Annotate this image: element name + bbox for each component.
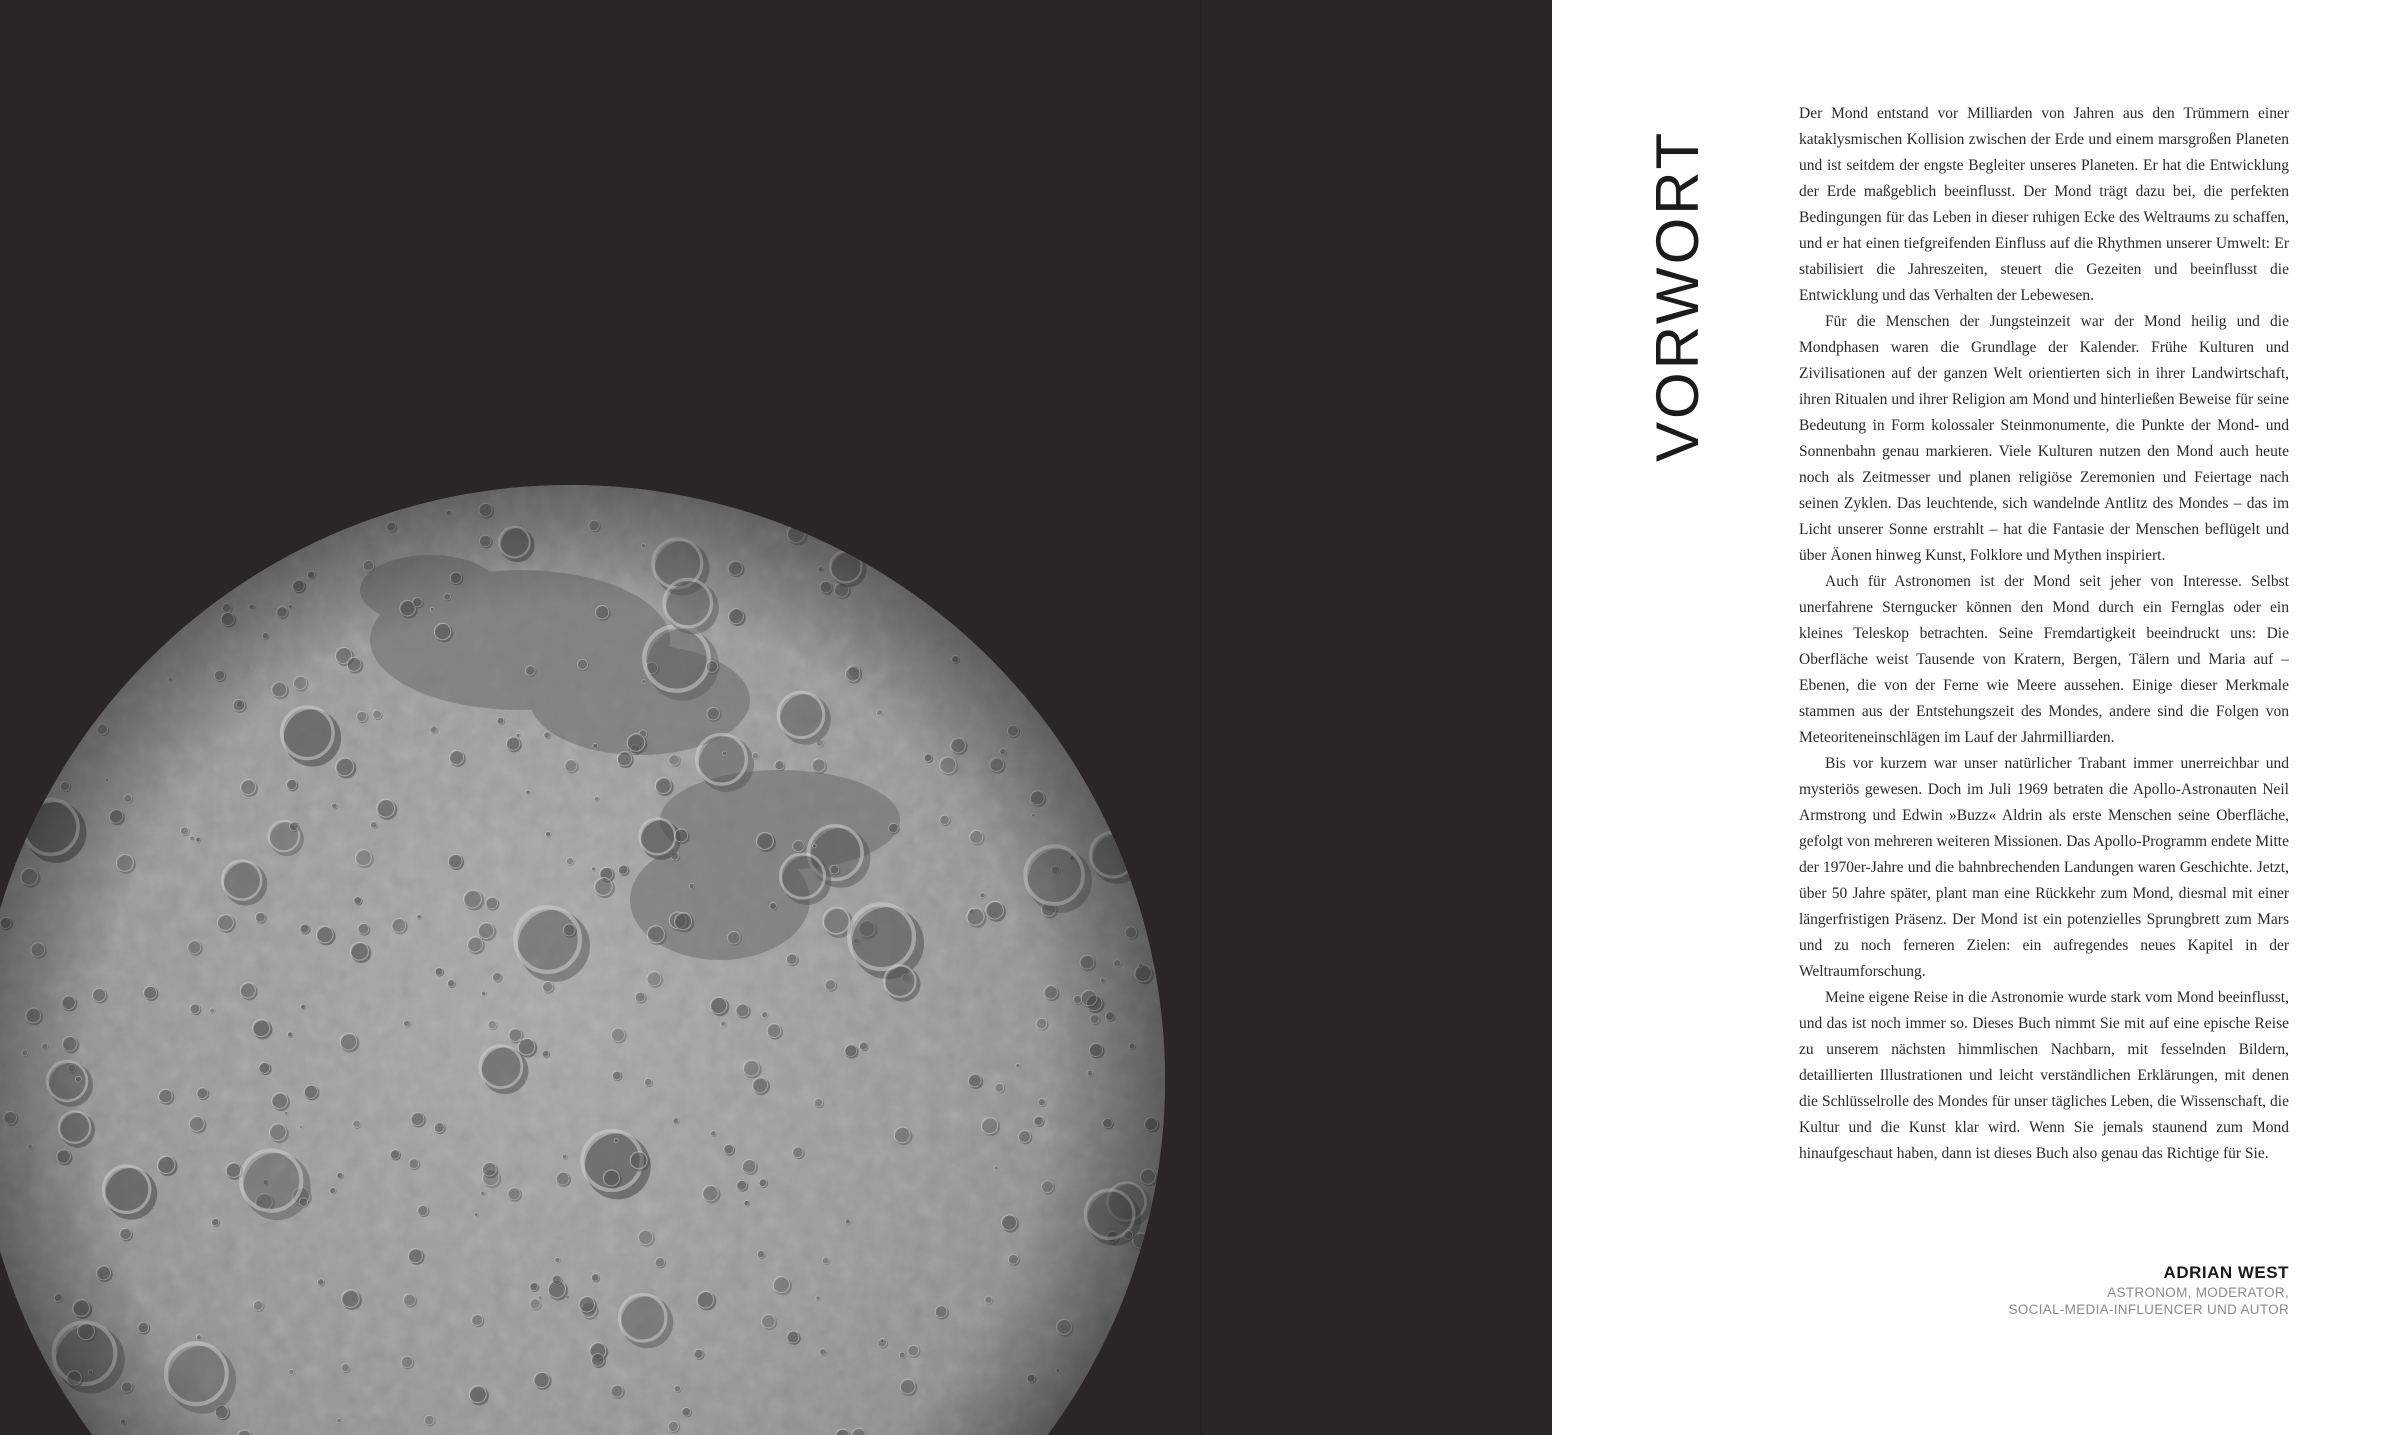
paragraph: Meine eigene Reise in die Astronomie wurde stark vom Mond beeinflusst, und das ist noch immer so. Dieses Buch nimmt Sie mit auf eine epische Reise zu unserem nächsten himmlischen Nachbarn, mit fesselnden Bildern, detaillierten Illustrationen und leicht verständlichen Erklärungen, mit denen die Schlüsselrolle des Mondes für unser tägliches Leben, die Wissenschaft, die Kultur und die Kunst klar wird. Wenn Sie jemals staunend zum Mond hinaufgeschaut haben, dann ist dieses Buch also genau das Richtige für Sie.: [1799, 989, 2289, 1162]
author-role: [1899, 1284, 2289, 1318]
author-name: ADRIAN WEST: [2163, 1263, 2289, 1282]
paragraph: Auch für Astronomen ist der Mond seit jeher von Interesse. Selbst unerfahrene Sterngucker können den Mond durch ein Fernglas oder ein kleines Teleskop betrachten. Seine Fremdartigkeit beeindruckt uns: Die Oberfläche weist Tausende von Kratern, Bergen, Tälern und Maria auf – Ebenen, die von der Ferne wie Meere aussehen. Einige dieser Merkmale stammen aus der Entstehungszeit des Mondes, andere sind die Folgen von Meteoriteneinschlägen im Lauf der Jahrmilliarden.: [1799, 573, 2289, 746]
book-gutter: [1200, 0, 1202, 1435]
author-role-line: ASTRONOM, MODERATOR,: [2107, 1285, 2289, 1300]
paragraph: Für die Menschen der Jungsteinzeit war der Mond heilig und die Mondphasen waren die Grundlage der Kalender. Frühe Kulturen und Zivilisationen auf der ganzen Welt orientierten sich in ihrer Landwirtschaft, ihren Ritualen und ihrer Religion am Mond und hinterließen Beweise für seine Bedeutung in Form kolossaler Steinmonumente, die Punkte der Mond- und Sonnenbahn genau markieren. Viele Kulturen nutzen den Mond auch heute noch als Zeitmesser und planen religiöse Zeremonien und Feiertage nach seinen Zyklen. Das leuchtende, sich wandelnde Antlitz des Mondes – das im Licht unserer Sonne erstrahlt – hat die Fantasie der Menschen beflügelt und über Äonen hinweg Kunst, Folklore und Mythen inspiriert.: [1799, 313, 2289, 564]
page-title: VORWORT: [1644, 129, 1711, 462]
paragraph: Der Mond entstand vor Milliarden von Jahren aus den Trümmern einer kataklysmischen Kollision zwischen der Erde und einem marsgroßen Planeten und ist seitdem der engste Begleiter unseres Planeten. Er hat die Entwicklung der Erde maßgeblich beeinflusst. Der Mond trägt dazu bei, die perfekten Bedingungen für das Leben in dieser ruhigen Ecke des Weltraums zu schaffen, und er hat einen tiefgreifenden Einfluss auf die Rhythmen unserer Umwelt: Er stabilisiert die Jahreszeiten, steuert die Gezeiten und beeinflusst die Entwicklung und das Verhalten der Lebewesen.: [1799, 105, 2289, 304]
author-role-line: SOCIAL-MEDIA-INFLUENCER UND AUTOR: [2008, 1302, 2289, 1317]
paragraph: Bis vor kurzem war unser natürlicher Trabant immer unerreichbar und mysteriös gewesen. Doch im Juli 1969 betraten die Apollo-Astronauten Neil Armstrong und Edwin »Buzz« Aldrin als erste Menschen seine Oberfläche, gefolgt von mehreren weiteren Missionen. Das Apollo-Programm endete Mitte der 1970er-Jahre und die bahnbrechenden Landungen waren Geschichte. Jetzt, über 50 Jahre später, plant man eine Rückkehr zum Mond, diesmal mit einer längerfristigen Präsenz. Der Mond ist ein potenzielles Sprungbrett zum Mars und zu noch ferneren Zielen: ein aufregendes neues Kapitel in der Weltraumforschung.: [1799, 755, 2289, 980]
author-signature: [1899, 1262, 2289, 1318]
foreword-body: [1799, 101, 2289, 1167]
